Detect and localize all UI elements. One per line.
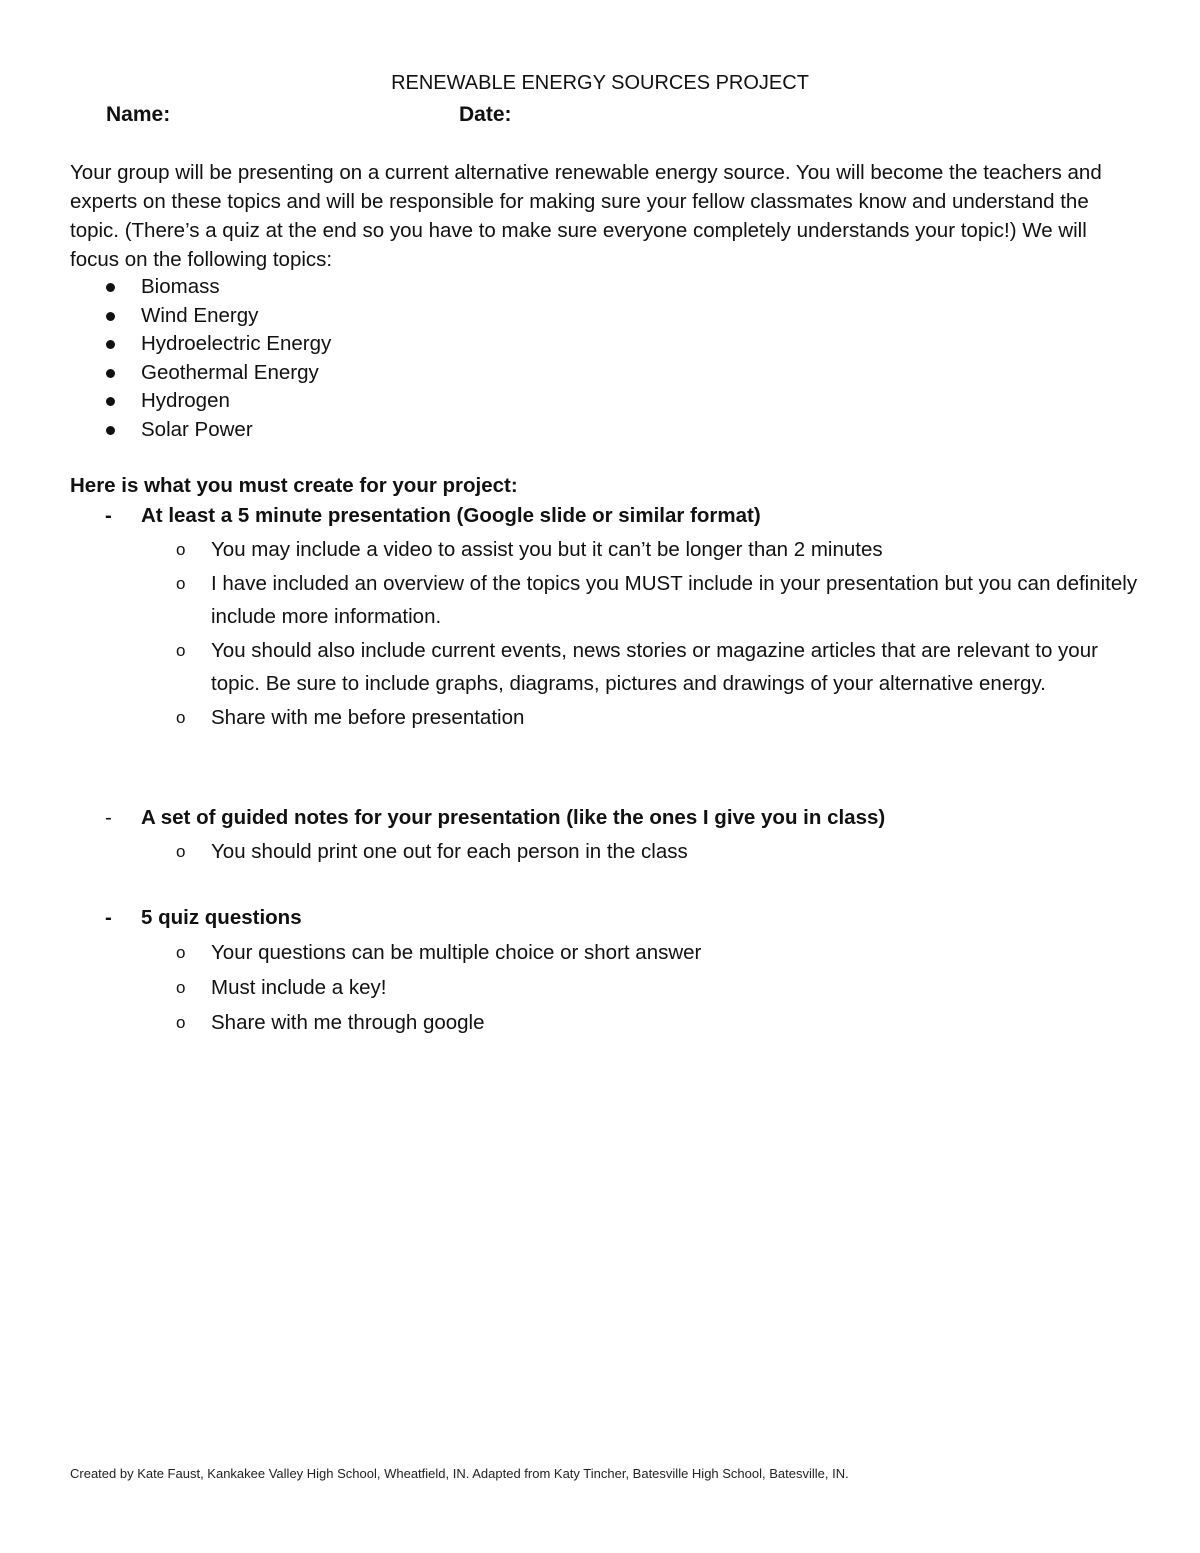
sub-item bbox=[70, 935, 1140, 970]
section-heading bbox=[70, 501, 1140, 531]
dash-marker: - bbox=[105, 504, 112, 527]
name-label: Name: bbox=[106, 103, 171, 126]
sub-list bbox=[70, 835, 1140, 869]
sub-item-text: You should print one out for each person in the class bbox=[211, 840, 688, 863]
sub-item-text: You may include a video to assist you but it can’t be longer than 2 minutes bbox=[211, 538, 883, 561]
requirement-section-quiz bbox=[70, 903, 1140, 1040]
section-heading-text: 5 quiz questions bbox=[141, 906, 302, 929]
topic-item bbox=[70, 302, 331, 331]
circle-bullet-icon: o bbox=[176, 1013, 186, 1032]
dash-marker: - bbox=[105, 806, 112, 829]
section-heading bbox=[70, 903, 1140, 933]
dash-marker: - bbox=[105, 906, 112, 929]
bullet-icon bbox=[106, 283, 115, 292]
topic-label: Biomass bbox=[141, 275, 220, 298]
document-title: RENEWABLE ENERGY SOURCES PROJECT bbox=[391, 72, 809, 94]
topic-label: Solar Power bbox=[141, 417, 253, 441]
sub-item-text: I have included an overview of the topics you MUST include in your presentation but you can definitely include more information. bbox=[211, 571, 1138, 628]
bullet-icon bbox=[106, 312, 115, 321]
bullet-icon bbox=[106, 397, 115, 406]
topic-label: Hydroelectric Energy bbox=[141, 332, 332, 356]
circle-bullet-icon: o bbox=[176, 540, 186, 559]
sub-list bbox=[70, 935, 1140, 1040]
sub-item bbox=[70, 567, 1140, 634]
circle-bullet-icon: o bbox=[176, 978, 186, 997]
sub-item-text: Your questions can be multiple choice or short answer bbox=[211, 941, 702, 964]
bullet-icon bbox=[106, 369, 115, 378]
section-heading-text: A set of guided notes for your presentation (like the ones I give you in class) bbox=[141, 806, 886, 829]
topic-label: Geothermal Energy bbox=[141, 360, 319, 384]
section-heading bbox=[70, 803, 1140, 833]
sub-list bbox=[70, 533, 1140, 734]
footer-credit: Created by Kate Faust, Kankakee Valley High School, Wheatfield, IN. Adapted from Katy Tincher, Batesville High School, Batesville, IN. bbox=[70, 1466, 849, 1481]
sub-item bbox=[70, 701, 1140, 735]
sub-item bbox=[70, 634, 1140, 701]
topic-item bbox=[70, 359, 331, 388]
bullet-icon bbox=[106, 426, 115, 435]
circle-bullet-icon: o bbox=[176, 640, 186, 660]
requirement-section-guided-notes bbox=[70, 803, 1140, 869]
sub-item bbox=[70, 1005, 1140, 1040]
topic-label: Wind Energy bbox=[141, 303, 259, 327]
topic-item bbox=[70, 387, 331, 416]
topic-label: Hydrogen bbox=[141, 389, 230, 413]
topic-list bbox=[70, 273, 331, 445]
topic-item bbox=[70, 416, 331, 445]
bullet-icon bbox=[106, 340, 115, 349]
circle-bullet-icon: o bbox=[176, 943, 186, 962]
sub-item-text: Share with me through google bbox=[211, 1011, 485, 1034]
section-heading-text: At least a 5 minute presentation (Google slide or similar format) bbox=[141, 504, 761, 527]
date-label: Date: bbox=[459, 103, 512, 126]
circle-bullet-icon: o bbox=[176, 707, 186, 727]
topic-item bbox=[70, 330, 331, 359]
intro-paragraph: Your group will be presenting on a current alternative renewable energy source. You will become the teachers and experts on these topics and will be responsible for making sure your fellow classmates know and understand the topic. (There’s a quiz at the end so you have to make sure everyone completely understands your topic!) We will focus on the following topics: bbox=[70, 161, 1102, 271]
circle-bullet-icon: o bbox=[176, 573, 186, 593]
requirement-section-presentation bbox=[70, 501, 1140, 734]
circle-bullet-icon: o bbox=[176, 842, 186, 861]
sub-item-text: Must include a key! bbox=[211, 976, 387, 999]
sub-item bbox=[70, 970, 1140, 1005]
sub-item bbox=[70, 533, 1140, 567]
sub-item-text: Share with me before presentation bbox=[211, 705, 525, 729]
topic-item bbox=[70, 273, 331, 302]
requirements-heading: Here is what you must create for your project: bbox=[70, 474, 518, 497]
sub-item-text: You should also include current events, news stories or magazine articles that are relevant to your topic. Be sure to include graphs, diagrams, pictures and drawings of your alternative energy. bbox=[211, 638, 1098, 695]
sub-item bbox=[70, 835, 1140, 869]
